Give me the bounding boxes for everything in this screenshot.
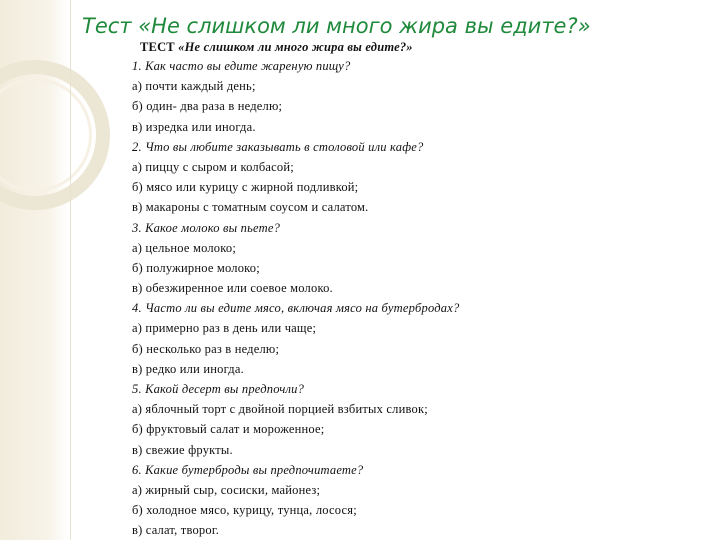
answer-option: б) фруктовый салат и мороженное; — [132, 422, 325, 437]
answer-option: а) почти каждый день; — [132, 79, 256, 94]
answer-option: а) цельное молоко; — [132, 240, 237, 255]
answer-option: в) салат, творог. — [132, 523, 220, 538]
answer-option: а) пиццу с сыром и колбасой; — [132, 159, 294, 174]
decorative-divider — [70, 0, 71, 540]
answer-option: в) макароны с томатным соусом и салатом. — [132, 200, 369, 215]
document-heading — [140, 38, 602, 56]
slide-title: Тест «Не слишком ли много жира вы едите?» — [82, 14, 591, 38]
answer-option: в) изредка или иногда. — [132, 119, 256, 134]
answer-option: б) несколько раз в неделю; — [132, 341, 280, 356]
answer-option: в) свежие фрукты. — [132, 442, 233, 457]
question-text: 3. Какое молоко вы пьете? — [132, 220, 281, 235]
heading-title: «Не слишком ли много жира вы едите?» — [178, 40, 413, 54]
answer-option: б) один- два раза в неделю; — [132, 99, 283, 114]
answer-option: б) мясо или курицу с жирной подливкой; — [132, 180, 359, 195]
question-text: 2. Что вы любите заказывать в столовой или кафе? — [132, 139, 424, 154]
question-text: 4. Часто ли вы едите мясо, включая мясо на бутербродах? — [132, 301, 460, 316]
heading-label: ТЕСТ — [140, 40, 175, 54]
answer-option: а) яблочный торт с двойной порцией взбитых сливок; — [132, 402, 428, 417]
answer-option: в) редко или иногда. — [132, 361, 244, 376]
question-list — [132, 56, 602, 541]
question-text: 5. Какой десерт вы предпочли? — [132, 382, 305, 396]
answer-option: а) жирный сыр, сосиски, майонез; — [132, 482, 321, 497]
answer-option: а) примерно раз в день или чаще; — [132, 321, 317, 336]
test-document — [132, 38, 602, 541]
question-text: 1. Как часто вы едите жареную пищу? — [132, 59, 351, 73]
question-text: 6. Какие бутерброды вы предпочитаете? — [132, 462, 364, 477]
answer-option: б) полужирное молоко; — [132, 260, 260, 275]
answer-option: в) обезжиренное или соевое молоко. — [132, 281, 333, 296]
answer-option: б) холодное мясо, курицу, тунца, лосося; — [132, 503, 357, 518]
